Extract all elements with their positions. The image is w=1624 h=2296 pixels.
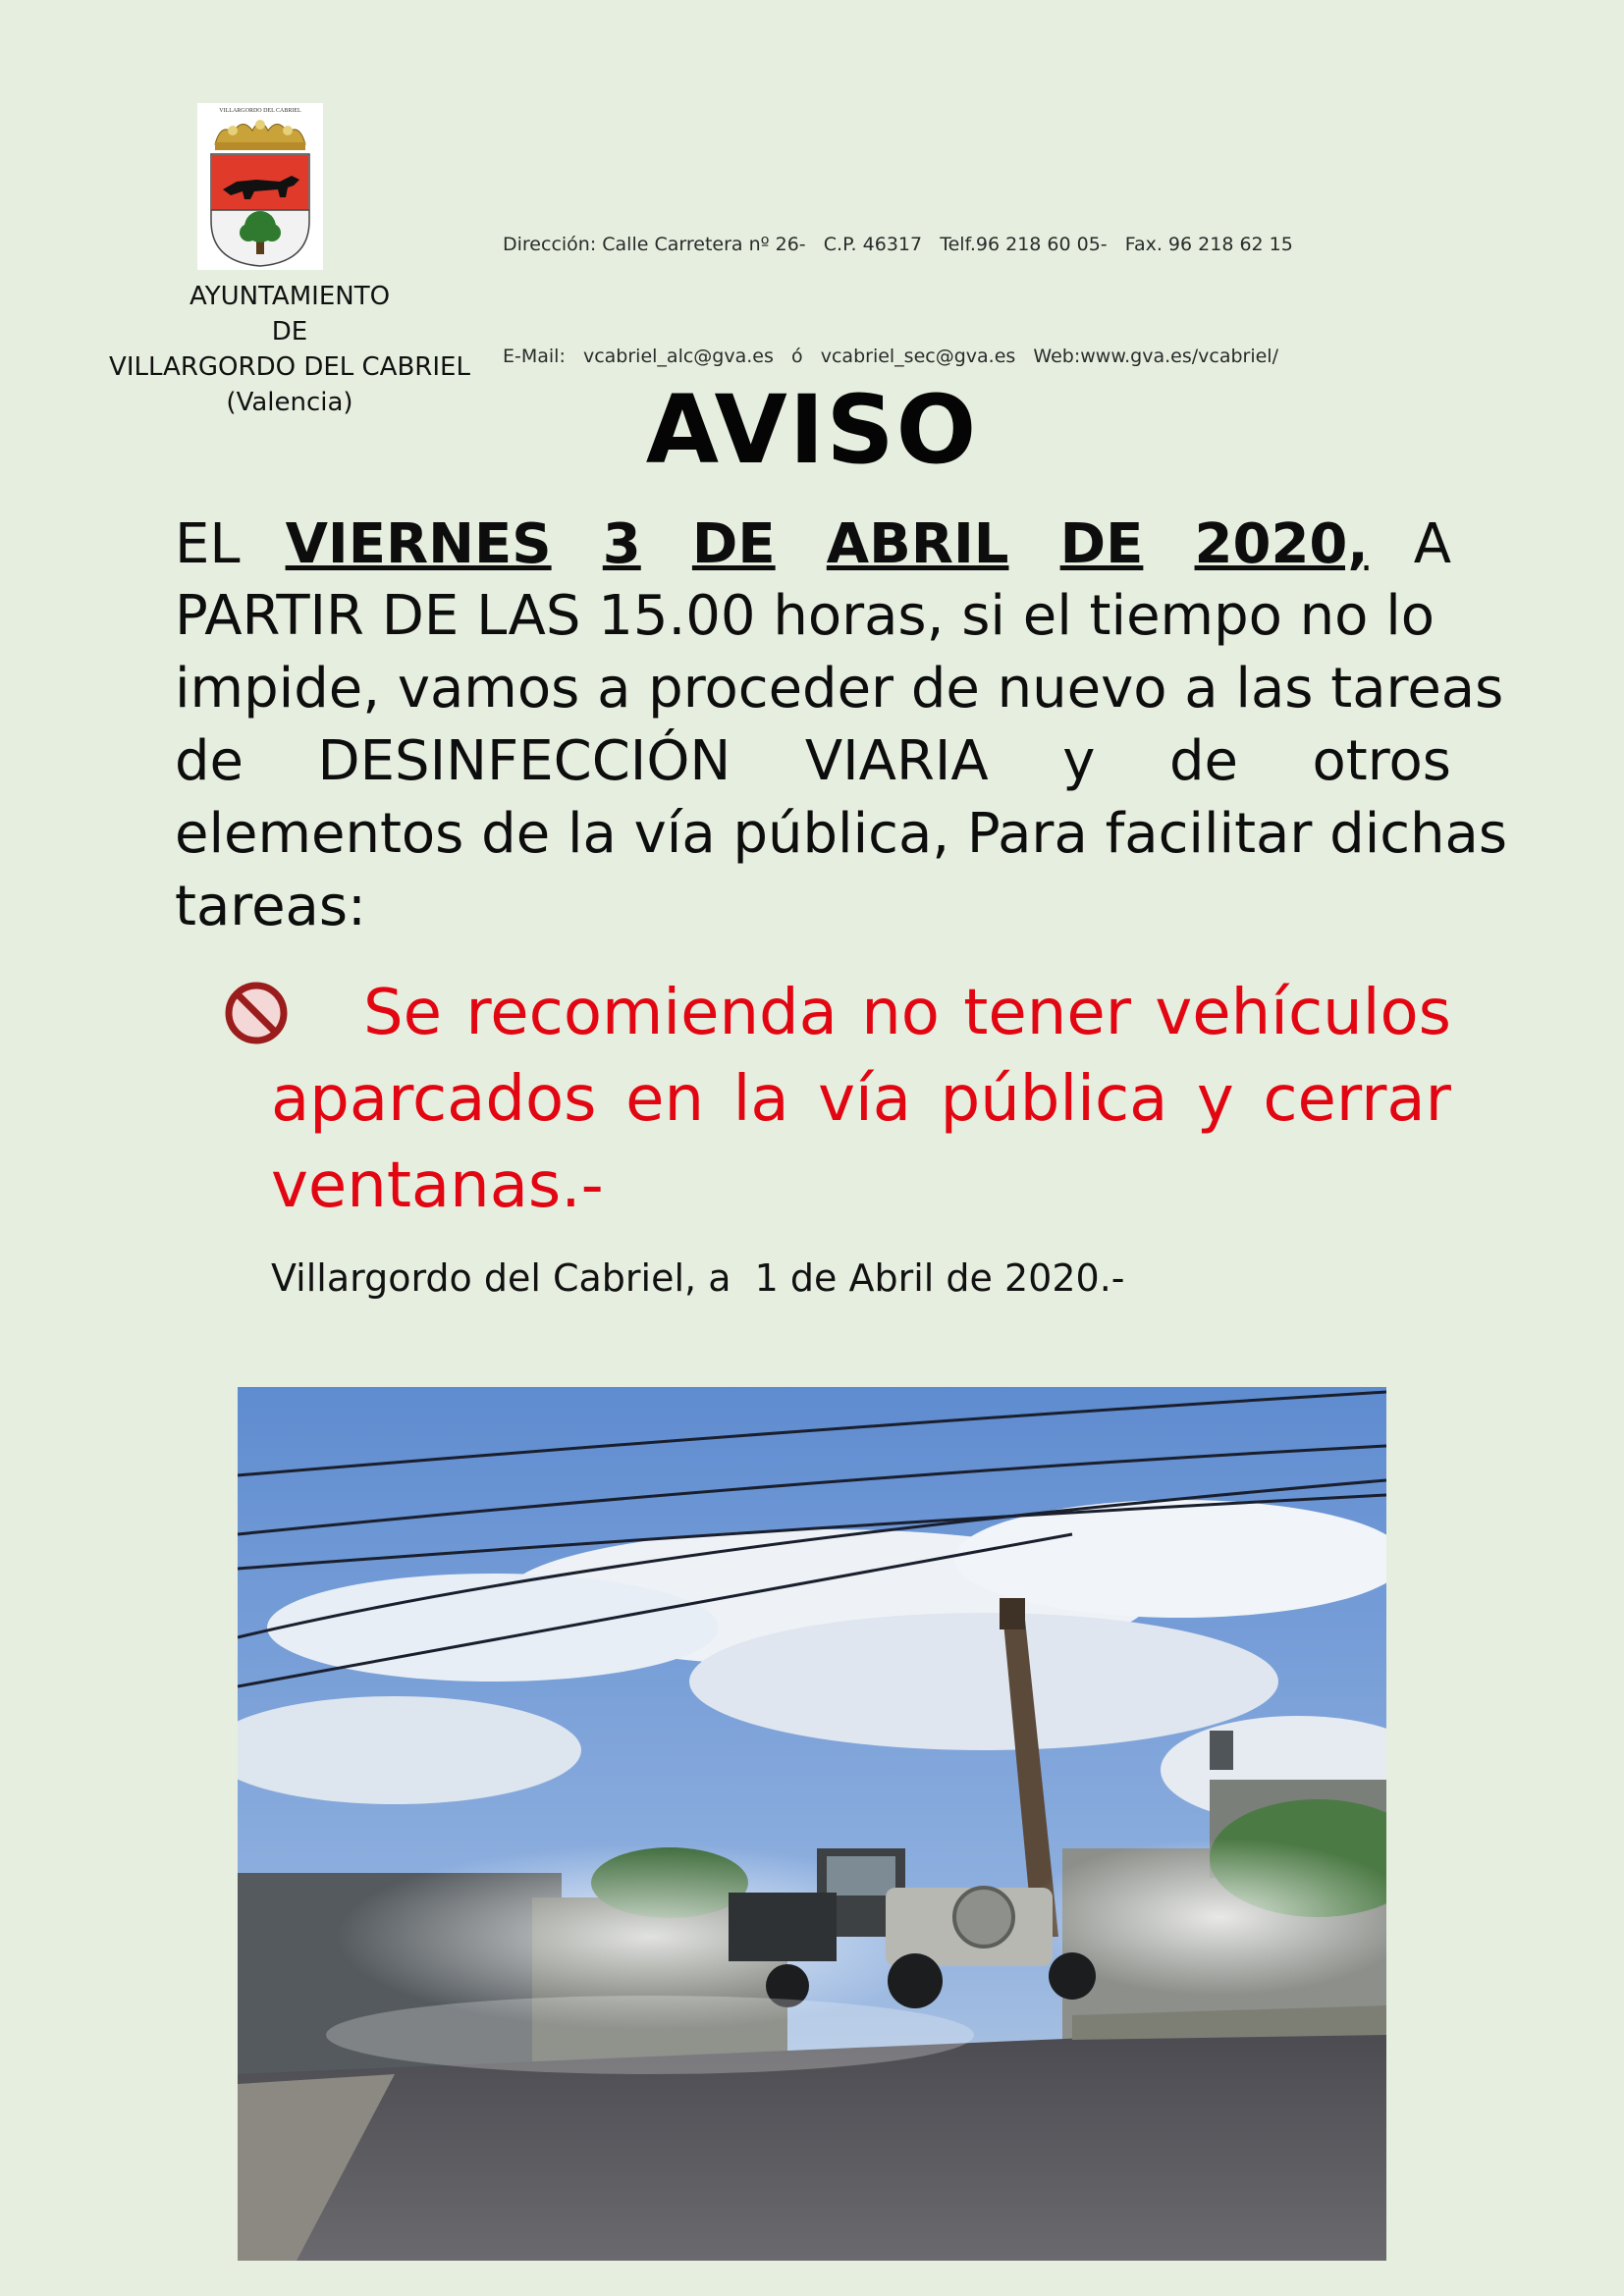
rec-word: la bbox=[732, 1063, 789, 1136]
body-line-6: tareas: bbox=[175, 875, 366, 938]
body-word: EL bbox=[175, 512, 241, 576]
date-word: ABRIL bbox=[826, 512, 1009, 576]
rec-word: pública bbox=[940, 1063, 1168, 1136]
body-word: de bbox=[175, 729, 244, 793]
date-word: 3 bbox=[602, 512, 641, 576]
signature-date: Villargordo del Cabriel, a 1 de Abril de 2020.- bbox=[271, 1256, 1125, 1300]
rec-word: en bbox=[625, 1063, 704, 1136]
date-word: VIERNES bbox=[285, 512, 552, 576]
address-line: Dirección: Calle Carretera nº 26- C.P. 46317 Telf.96 218 60 05- Fax. 96 218 62 15 bbox=[503, 234, 1293, 255]
recommendation-line-1 bbox=[363, 970, 1451, 1056]
date-word: DE bbox=[691, 512, 776, 576]
rec-word: no bbox=[861, 977, 940, 1049]
body-word: VIARIA bbox=[804, 729, 989, 793]
date-word: DE bbox=[1059, 512, 1144, 576]
rec-word: vía bbox=[818, 1063, 911, 1136]
body-word: DESINFECCIÓN bbox=[317, 729, 731, 793]
body-word: otros bbox=[1312, 729, 1451, 793]
recommendation-line-2 bbox=[271, 1056, 1451, 1143]
body-line-3: impide, vamos a proceder de nuevo a las tareas bbox=[175, 657, 1504, 721]
date-word: 2020, bbox=[1194, 512, 1369, 576]
coat-of-arms-logo bbox=[197, 103, 323, 270]
contact-info bbox=[503, 151, 1293, 412]
rec-word: recomienda bbox=[465, 977, 838, 1049]
date-emphasis bbox=[286, 508, 1369, 581]
svg-text:VILLARGORDO DEL CABRIEL: VILLARGORDO DEL CABRIEL bbox=[219, 108, 301, 114]
rec-word: vehículos bbox=[1155, 977, 1451, 1049]
body-line-1 bbox=[175, 508, 1451, 581]
org-line-4: (Valencia) bbox=[226, 388, 353, 417]
recommendation-line-3: ventanas.- bbox=[271, 1149, 604, 1222]
rec-word: Se bbox=[363, 977, 442, 1049]
body-line-5: elementos de la vía pública, Para facilitar dichas bbox=[175, 802, 1508, 866]
org-line-2: DE bbox=[271, 317, 308, 347]
org-line-1: AYUNTAMIENTO bbox=[189, 282, 391, 311]
body-word: A bbox=[1413, 512, 1451, 576]
rec-word: cerrar bbox=[1263, 1063, 1451, 1136]
no-entry-icon bbox=[224, 981, 289, 1045]
org-line-3: VILLARGORDO DEL CABRIEL bbox=[109, 352, 470, 382]
body-word: y bbox=[1062, 729, 1096, 793]
notice-title: AVISO bbox=[645, 375, 979, 485]
email-web-line: E-Mail: vcabriel_alc@gva.es ó vcabriel_sec@gva.es Web:www.gva.es/vcabriel/ bbox=[503, 346, 1278, 367]
body-line-4 bbox=[175, 725, 1451, 798]
street-disinfection-photo bbox=[238, 1387, 1386, 2261]
rec-word: tener bbox=[963, 977, 1131, 1049]
rec-word: y bbox=[1196, 1063, 1234, 1136]
body-line-2: PARTIR DE LAS 15.00 horas, si el tiempo no lo bbox=[175, 584, 1435, 648]
body-word: de bbox=[1168, 729, 1238, 793]
rec-word: aparcados bbox=[271, 1063, 597, 1136]
